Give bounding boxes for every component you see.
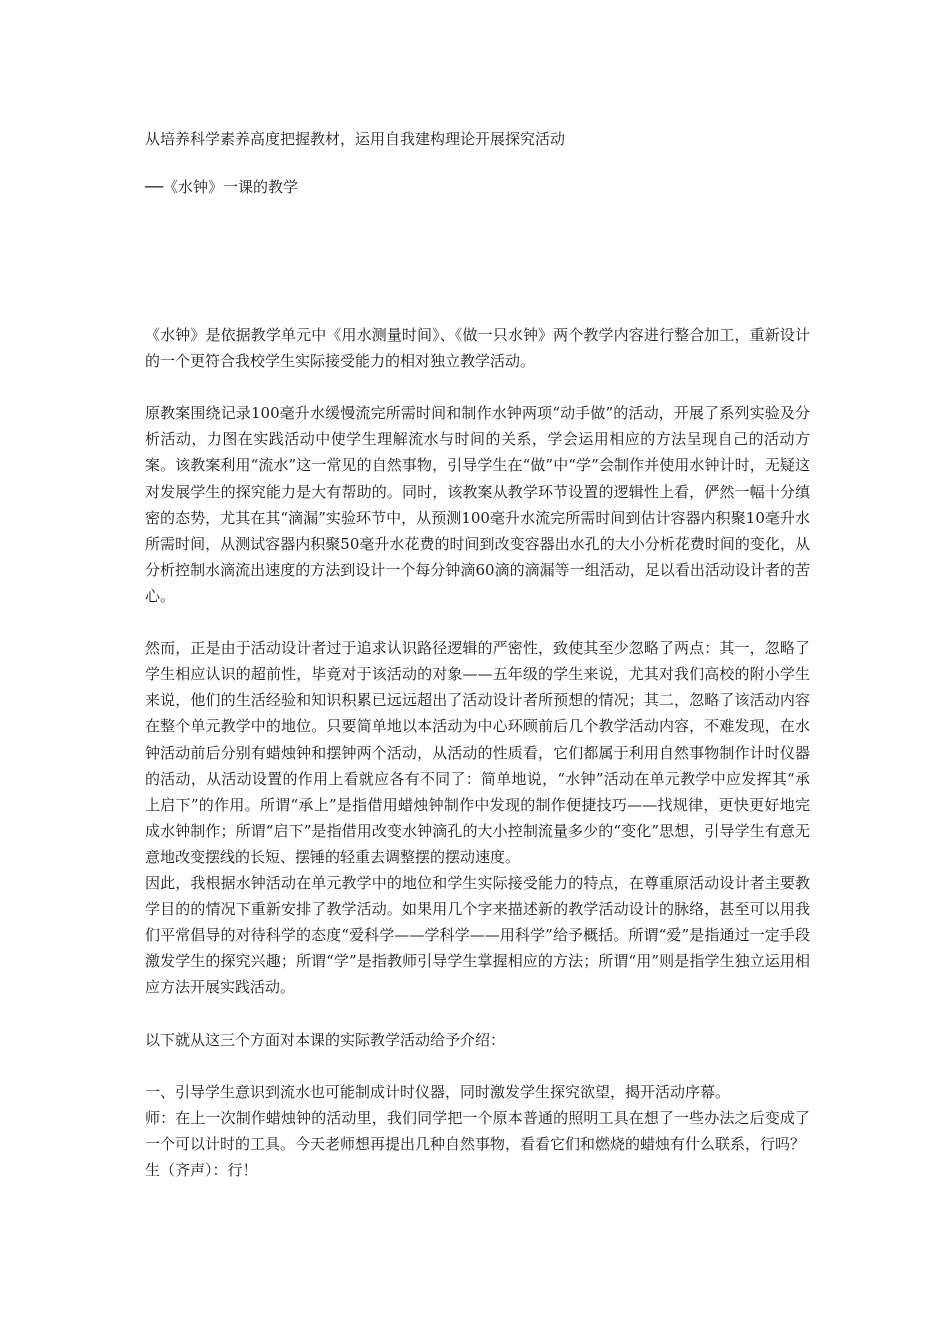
paragraph-intro: 《水钟》是依据教学单元中《用水测量时间》、《做一只水钟》两个教学内容进行整合加工，重新设计的一个更符合我校学生实际接受能力的相对独立教学活动。 <box>145 326 810 371</box>
paragraph-overview: 以下就从这三个方面对本课的实际教学活动给予介绍： <box>145 1030 506 1049</box>
paragraph-analysis: 然而，正是由于活动设计者过于追求认识路径逻辑的严密性，致使其至少忽略了两点：其一，忽略了学生相应认识的超前性，毕竟对于该活动的对象——五年级的学生来说，尤其对我们高校的附小学生来说，他们的生活经验和知识积累已远远超出了活动设计者所预想的情况；其二，忽略了该活动内容在整个单元教学中的地位。只要简单地以本活动为中心环顾前后几个教学活动内容，不难发现，在水钟活动前后分别有蜡烛钟和摆钟两个活动，从活动的性质看，它们都属于利用自然事物制作计时仪器的活动，从活动设置的作用上看就应各有不同了：简单地说，“水钟”活动在单元教学中应发挥其“承上启下”的作用。所谓“承上”是指借用蜡烛钟制作中发现的制作便捷技巧——找规律，更快更好地完成水钟制作；所谓“启下”是指借用改变水钟滴孔的大小控制流量多少的“变化”思想，引导学生有意无意地改变摆线的长短、摆锤的轻重去调整摆的摆动速度。 <box>145 639 810 866</box>
section-heading-one: 一、引导学生意识到流水也可能制成计时仪器，同时激发学生探究欲望，揭开活动序幕。 <box>145 1082 731 1101</box>
document-title: 从培养科学素养高度把握教材，运用自我建构理论开展探究活动 <box>145 130 566 148</box>
document-subtitle: ──《水钟》一课的教学 <box>145 178 299 196</box>
paragraph-redesign: 因此，我根据水钟活动在单元教学中的地位和学生实际接受能力的特点，在尊重原活动设计者主要教学目的的情况下重新安排了教学活动。如果用几个字来描述新的教学活动设计的脉络，甚至可以用我们平常倡导的对待科学的态度“爱科学——学科学——用科学”给予概括。所谓“爱”是指通过一定手段激发学生的探究兴趣；所谓“学”是指教师引导学生掌握相应的方法；所谓“用”则是指学生独立运用相应方法开展实践活动。 <box>145 873 810 997</box>
dialogue-teacher: 师：在上一次制作蜡烛钟的活动里，我们同学把一个原本普通的照明工具在想了一些办法之后变成了一个可以计时的工具。今天老师想再提出几种自然事物，看看它们和燃烧的蜡烛有什么联系，行吗？ <box>145 1108 810 1153</box>
paragraph-original-plan: 原教案围绕记录100毫升水缓慢流完所需时间和制作水钟两项“动手做”的活动，开展了系列实验及分析活动，力图在实践活动中使学生理解流水与时间的关系，学会运用相应的方法呈现自己的活动方案。该教案利用“流水”这一常见的自然事物，引导学生在“做”中“学”会制作并使用水钟计时，无疑这对发展学生的探究能力是大有帮助的。同时，该教案从教学环节设置的逻辑性上看，俨然一幅十分缜密的态势，尤其在其“滴漏”实验环节中，从预测100毫升水流完所需时间到估计容器内积聚10毫升水所需时间，从测试容器内积聚50毫升水花费的时间到改变容器出水孔的大小分析花费时间的变化，从分析控制水滴流出速度的方法到设计一个每分钟滴60滴的滴漏等一组活动，足以看出活动设计者的苦心。 <box>145 404 810 605</box>
document-body <box>145 322 810 1183</box>
dialogue-students: 生（齐声）：行！ <box>145 1161 258 1179</box>
